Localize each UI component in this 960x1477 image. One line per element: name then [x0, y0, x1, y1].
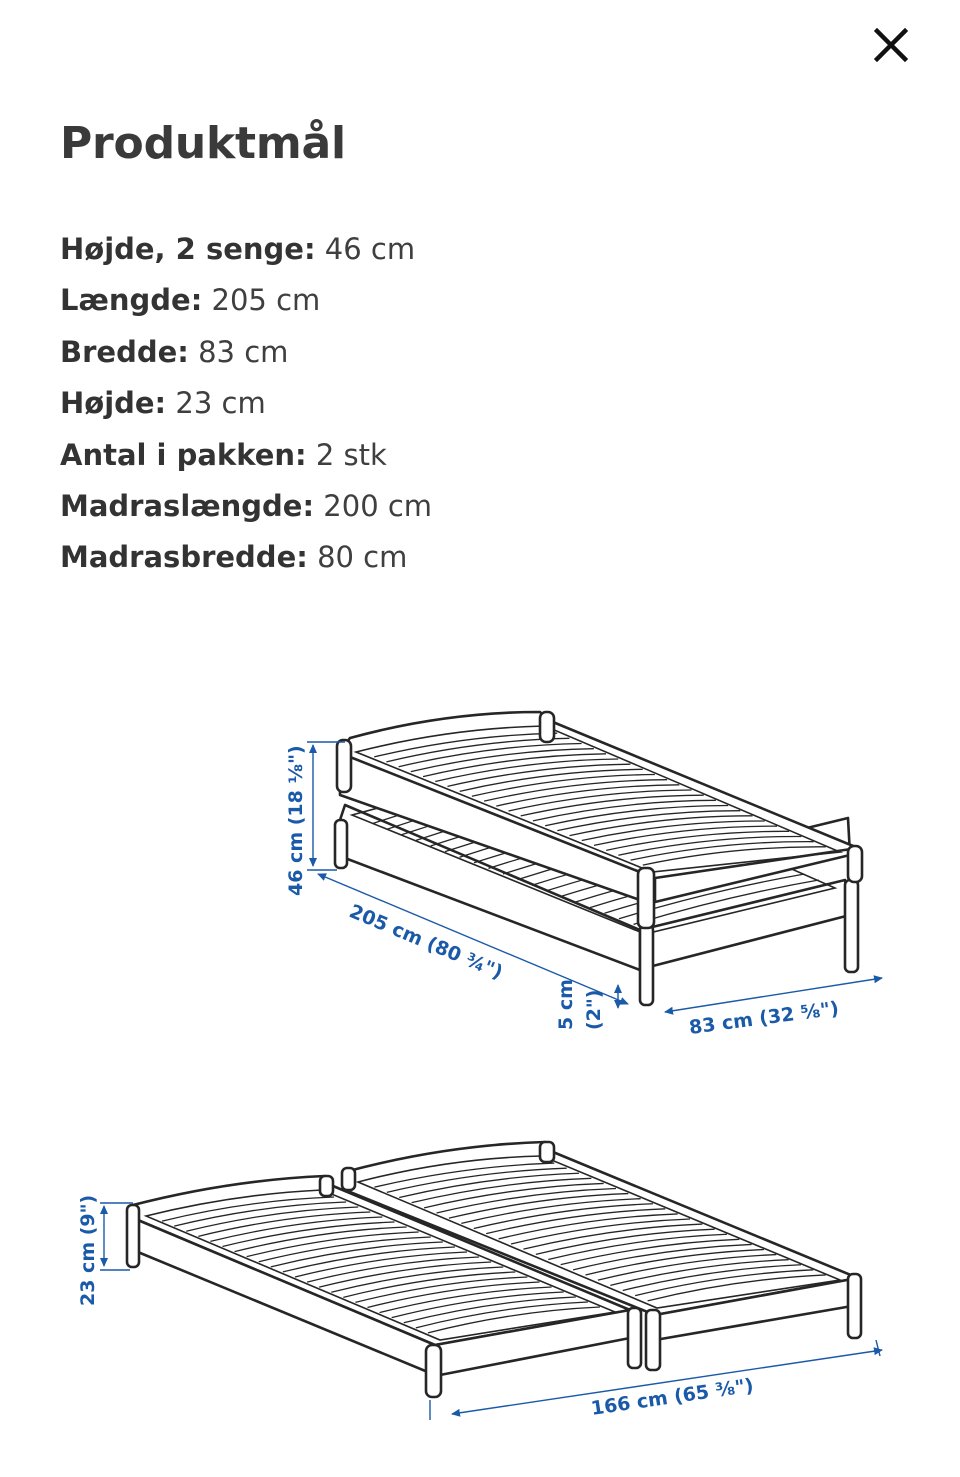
dimension-item-length: Længde: 205 cm — [60, 283, 321, 318]
stacked-clearance-cm-label: 5 cm — [555, 979, 577, 1030]
side-by-side-width-label: 166 cm (65 ⅜") — [589, 1374, 755, 1420]
stacked-clearance-in-label: (2") — [583, 989, 605, 1030]
dimension-diagram — [0, 600, 960, 1477]
side-by-side-height-label: 23 cm (9") — [77, 1194, 99, 1306]
dimension-item-width: Bredde: 83 cm — [60, 334, 289, 369]
stacked-length-label: 205 cm (80 ¾") — [346, 900, 506, 984]
stacked-height-label: 46 cm (18 ⅛") — [285, 745, 307, 896]
dimension-item-height: Højde: 23 cm — [60, 386, 266, 421]
dimension-list — [60, 224, 432, 584]
stacked-beds-illustration — [335, 712, 862, 1005]
close-button[interactable] — [858, 12, 924, 78]
dimension-item-pack-quantity: Antal i pakken: 2 stk — [60, 437, 387, 472]
dimension-item-mattress-length: Madraslængde: 200 cm — [60, 489, 433, 524]
side-by-side-height-dimension — [77, 1195, 133, 1306]
dimension-item-mattress-width: Madrasbredde: 80 cm — [60, 540, 408, 575]
page-title: Produktmål — [60, 118, 346, 169]
close-icon — [874, 28, 908, 62]
side-by-side-beds-illustration — [127, 1142, 861, 1397]
stacked-width-dimension — [665, 978, 882, 1039]
dimension-item-height-2-beds: Højde, 2 senge: 46 cm — [60, 232, 416, 266]
stacked-width-label: 83 cm (32 ⅝") — [687, 997, 841, 1039]
